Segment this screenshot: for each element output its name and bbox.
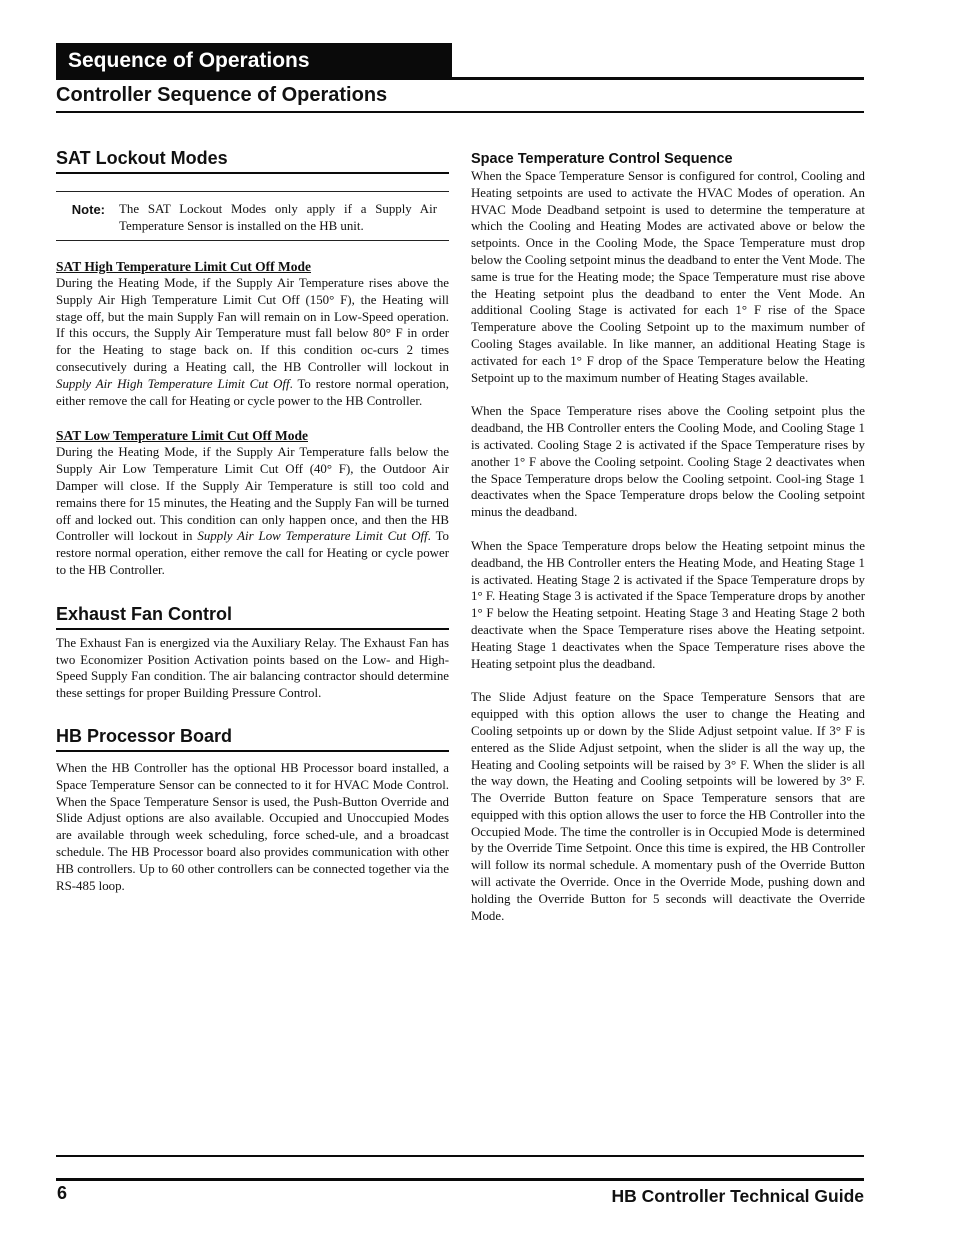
sat-low-text-a: During the Heating Mode, if the Supply Air Temperature falls below the Supply Air Low Temperature Limit Cut Off (40° F), the Outdoor Air Damper will close. If the Supply Air Temperature is still too cold and remains there for 15 minutes, the Heating and the Supply Fan will be turned off and locked out. This condition can only happen once, and then the HB Controller will lockout in: [56, 445, 449, 544]
exhaust-heading: Exhaust Fan Control: [56, 604, 449, 630]
footer-rule-thick: [56, 1178, 864, 1181]
header-rule: [56, 77, 864, 80]
sat-lockout-heading: SAT Lockout Modes: [56, 148, 449, 174]
note-label: Note:: [71, 202, 105, 217]
right-column: [471, 150, 865, 924]
space-temp-heading: Space Temperature Control Sequence: [471, 151, 733, 167]
space-temp-paragraph-1: When the Space Temperature Sensor is configured for control, Cooling and Heating setpoints are used to activate the HVAC Modes of operation. An HVAC Mode Deadband setpoint is used to determine the temperature at which the Cooling and Heating Modes are activated above or below the setpoints. Once in the Cooling Mode, the Space Temperature must drop below the Cooling setpoint minus the deadband to enter the Vent Mode. The same is true for the Heating mode; the Space Temperature must rise above the Heating setpoint plus the deadband to enter the Vent Mode. An additional Cooling Stage is activated for each 1° F rise of the Space Temperature above the Cooling Setpoint up to the maximum number of Cooling Stages available. In like manner, an additional Heating Stage is activated for each 1° F drop of the Space Temperature below the Heating Setpoint up to the maximum number of Heating Stages available.: [471, 169, 865, 385]
sat-high-paragraph: [56, 275, 449, 409]
space-temp-paragraph-2: When the Space Temperature rises above the Cooling setpoint plus the deadband, the HB Controller enters the Cooling Mode, and Cooling Stage 1 is activated. Cooling Stage 2 is activated if the Space Temperature rises by another 1° F above the Cooling setpoint. Cooling Stage 2 deactivates when the Space Temperature drops below the Cooling setpoint. Cool-ing Stage 1 deactivates when the Space Temperature drops below the Cooling setpoint minus the deadband.: [471, 404, 865, 520]
footer-rule-thin: [56, 1155, 864, 1157]
page-title: Controller Sequence of Operations: [56, 84, 388, 106]
sat-high-text-italic: Supply Air High Temperature Limit Cut Off: [56, 376, 290, 391]
section-banner: Sequence of Operations: [56, 43, 452, 78]
page-number: 6: [57, 1183, 68, 1203]
space-temp-paragraph-4: The Slide Adjust feature on the Space Temperature Sensors that are equipped with this option allows the user to change the Heating and Cooling setpoints up or down by the Slide Adjust setpoint value. If 3° F is entered as the Slide Adjust setpoint, when the slider is all the way up, the Heating and Cooling setpoints will be raised by 3° F. When the slider is all the way down, the Heating and Cooling setpoints will be lowered by 3° F. The Override Button feature on Space Temperature sensors that are equipped with this option allows the user to force the HB Controller into the Occupied Mode. The time the controller is in Occupied Mode is determined by the Override Time Setpoint. Once this time is expired, the HB Controller will follow its normal schedule. A momentary push of the Override Button will activate the Override. Once in the Override Mode, pushing down and holding the Override Button for 5 seconds will deactivate the Override Mode.: [471, 690, 865, 923]
note-text: The SAT Lockout Modes only apply if a Supply Air Temperature Sensor is installed on the HB unit.: [119, 202, 437, 233]
sat-low-text-italic: Supply Air Low Temperature Limit Cut Off: [197, 529, 428, 544]
processor-paragraph: When the HB Controller has the optional HB Processor board installed, a Space Temperature Sensor can be connected to it for HVAC Mode Control. When the Space Temperature Sensor is used, the Push-Button Override and Slide Adjust options are also available. Occupied and Unoccupied Modes are available through week scheduling, force sched-ule, and a broadcast schedule. The HB Processor board also provides communication with other HB controllers. Up to 60 other controllers can be connected together via the RS-485 loop.: [56, 760, 449, 893]
left-column: [56, 148, 449, 894]
exhaust-paragraph: The Exhaust Fan is energized via the Auxiliary Relay. The Exhaust Fan has two Economizer Position Activation points based on the Low- and High-Speed Supply Fan condition. The air balancing contractor should determine these settings for proper Building Pressure Control.: [56, 635, 449, 701]
sat-high-subheading: SAT High Temperature Limit Cut Off Mode: [56, 259, 312, 274]
sat-high-text-a: During the Heating Mode, if the Supply Air Temperature rises above the Supply Air High Temperature Limit Cut Off (150° F), the Heating will stage off, but the main Supply Fan will remain on in Low-Speed operation. If this occurs, the Supply Air Temperature must fall below 80° F in order for the Heating to stage back on. If this condition oc-curs 2 times consecutively during a Heating call, the HB Controller will lockout in: [56, 276, 449, 374]
processor-heading: HB Processor Board: [56, 726, 449, 752]
sat-low-text-b: . To restore normal operation, either remove the call for Heating or cycle power to the HB Controller.: [56, 529, 449, 577]
title-rule: [56, 111, 864, 113]
note-box: [56, 191, 449, 241]
footer-doc-title: HB Controller Technical Guide: [611, 1186, 864, 1206]
sat-low-subheading: SAT Low Temperature Limit Cut Off Mode: [56, 428, 308, 444]
sat-low-paragraph: [56, 444, 449, 578]
space-temp-paragraph-3: When the Space Temperature drops below the Heating setpoint minus the deadband, the HB Controller enters the Heating Mode, and Heating Stage 1 is activated. Heating Stage 2 is activated if the Space Temperature drops by 1° F. Heating Stage 3 is activated if the Space Temperature drops by another 1° F below the Heating setpoint. Heating Stage 3 and Heating Stage 2 both deactivate when the Space Temperature rises above the Heating setpoint. Heating Stage 1 deactivates when the Space Temperature rises above the Heating setpoint plus the deadband.: [471, 538, 865, 671]
sat-high-text-b: . To restore normal operation, either remove the call for Heating or cycle power to the HB Controller.: [56, 376, 449, 408]
